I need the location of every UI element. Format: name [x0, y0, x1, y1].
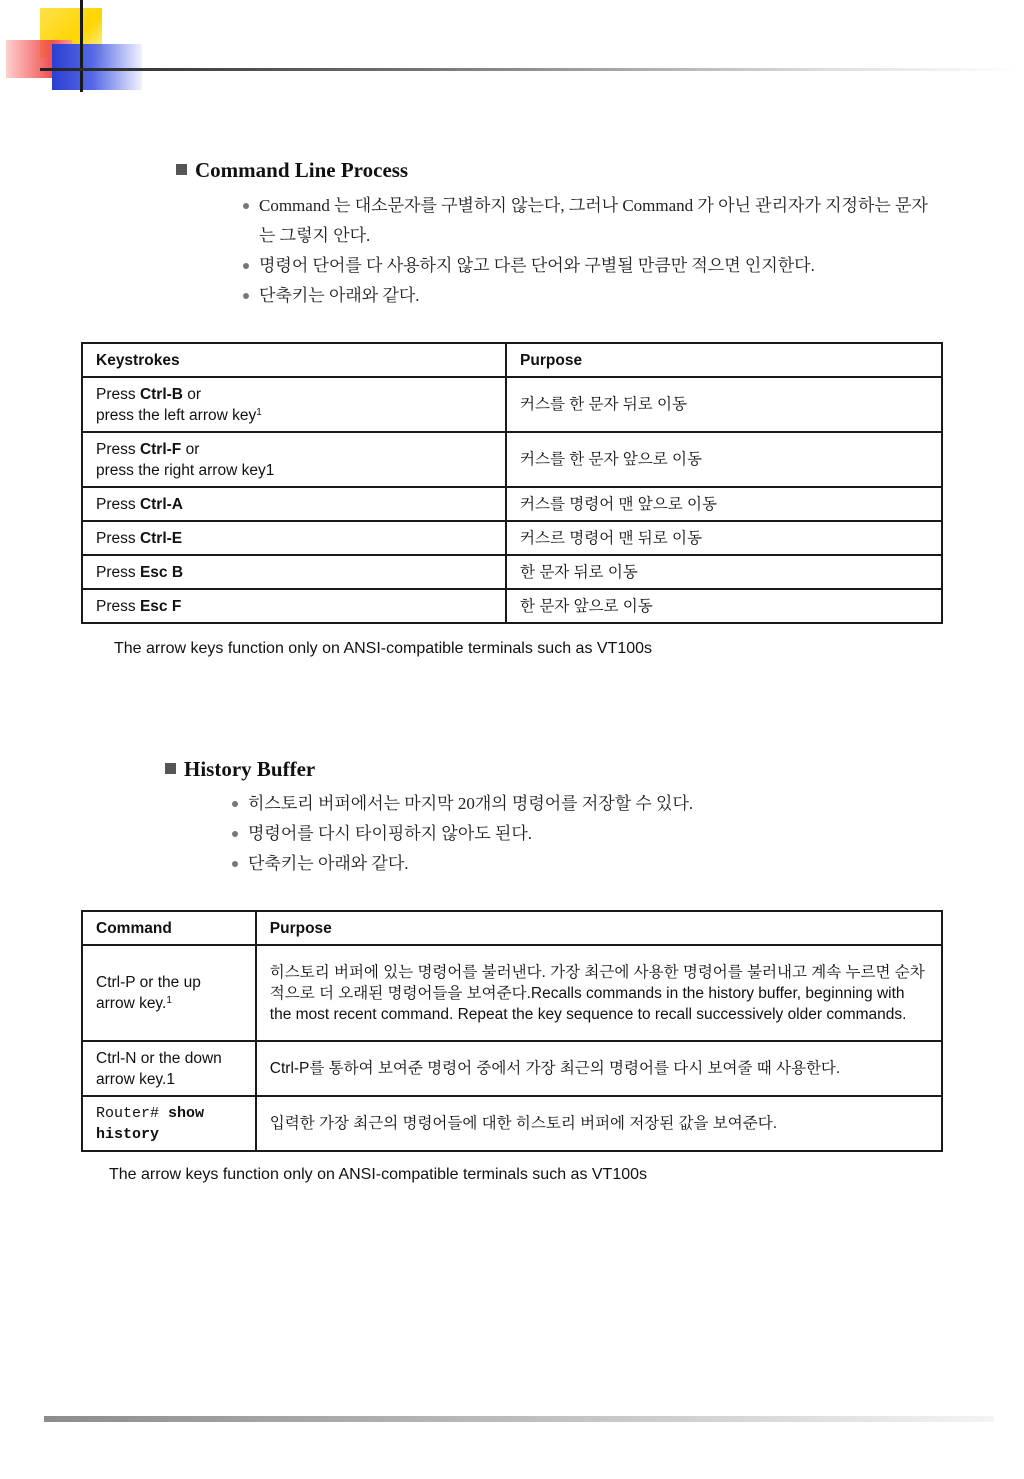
header-keystrokes: Keystrokes [82, 343, 506, 377]
purpose-cell: 커스를 한 문자 앞으로 이동 [506, 432, 942, 487]
keystroke-cell: Press Esc B [82, 555, 506, 589]
purpose-cell: 히스토리 버퍼에 있는 명령어를 불러낸다. 가장 최근에 사용한 명령어를 불러내고 계속 누르면 순차적으로 더 오래된 명령어들을 보여준다.Recalls commands in the history buffer, beginning with the most recent command. Repeat the key sequence to recall successively older commands. [256, 945, 942, 1041]
header-horizontal-rule [40, 68, 1020, 71]
table-row [82, 555, 942, 589]
bullet-dot-icon [243, 293, 249, 299]
bullet-dot-icon [232, 831, 238, 837]
footer-rule [44, 1416, 994, 1422]
table-header-row [82, 343, 942, 377]
table-row [82, 521, 942, 555]
bullet-dot-icon [232, 861, 238, 867]
table-row [82, 589, 942, 623]
purpose-cell: 커스를 명령어 맨 앞으로 이동 [506, 487, 942, 521]
purpose-cell: 커스르 명령어 맨 뒤로 이동 [506, 521, 942, 555]
footnote-arrow-keys: The arrow keys function only on ANSI-compatible terminals such as VT100s [109, 1166, 648, 1183]
list-item: 히스토리 버퍼에서는 마지막 20개의 명령어를 저장할 수 있다. [232, 789, 932, 819]
table-header-row [82, 911, 942, 945]
keystroke-cell: Press Ctrl-F or press the right arrow key1 [82, 432, 506, 487]
keystrokes-table [81, 342, 943, 624]
section-title-history-buffer: History Buffer [165, 757, 315, 782]
purpose-cell: 한 문자 뒤로 이동 [506, 555, 942, 589]
square-bullet-icon [176, 164, 187, 175]
keystroke-cell: Press Ctrl-E [82, 521, 506, 555]
purpose-cell: 한 문자 앞으로 이동 [506, 589, 942, 623]
header-vertical-rule [80, 0, 83, 92]
table-row [82, 1096, 942, 1151]
purpose-cell: Ctrl-P를 통하여 보여준 명령어 중에서 가장 최근의 명령어를 다시 보여줄 때 사용한다. [256, 1041, 942, 1096]
command-cell: Ctrl-P or the up arrow key.$^1$ [82, 945, 256, 1041]
header-command: Command [82, 911, 256, 945]
bullet-dot-icon [243, 263, 249, 269]
command-line-bullets [243, 191, 933, 311]
history-buffer-bullets [232, 789, 932, 879]
list-item: 명령어를 다시 타이핑하지 않아도 된다. [232, 819, 932, 849]
keystroke-cell: Press Esc F [82, 589, 506, 623]
list-item: 단축키는 아래와 같다. [243, 281, 933, 311]
section-title-command-line: Command Line Process [176, 158, 408, 183]
logo-blue-block [52, 44, 142, 90]
table-row [82, 432, 942, 487]
square-bullet-icon [165, 763, 176, 774]
list-item: 단축키는 아래와 같다. [232, 849, 932, 879]
purpose-cell: 커스를 한 문자 뒤로 이동 [506, 377, 942, 432]
command-cell: Ctrl-N or the down arrow key.1 [82, 1041, 256, 1096]
list-item: Command 는 대소문자를 구별하지 않는다, 그러나 Command 가 아닌 관리자가 지정하는 문자는 그렇지 안다. [243, 191, 933, 251]
list-item: 명령어 단어를 다 사용하지 않고 다른 단어와 구별될 만큼만 적으면 인지한다. [243, 251, 933, 281]
header-purpose: Purpose [506, 343, 942, 377]
keystroke-cell: Press Ctrl-B or press the left arrow key$^1$ [82, 377, 506, 432]
table-row [82, 945, 942, 1041]
bullet-dot-icon [243, 203, 249, 209]
table-row [82, 377, 942, 432]
footnote-arrow-keys: The arrow keys function only on ANSI-compatible terminals such as VT100s [114, 640, 653, 657]
table-row [82, 487, 942, 521]
command-cell: Router# show history [82, 1096, 256, 1151]
history-command-table [81, 910, 943, 1152]
table-row [82, 1041, 942, 1096]
keystroke-cell: Press Ctrl-A [82, 487, 506, 521]
purpose-cell: 입력한 가장 최근의 명령어들에 대한 히스토리 버퍼에 저장된 값을 보여준다. [256, 1096, 942, 1151]
bullet-dot-icon [232, 801, 238, 807]
header-purpose: Purpose [256, 911, 942, 945]
